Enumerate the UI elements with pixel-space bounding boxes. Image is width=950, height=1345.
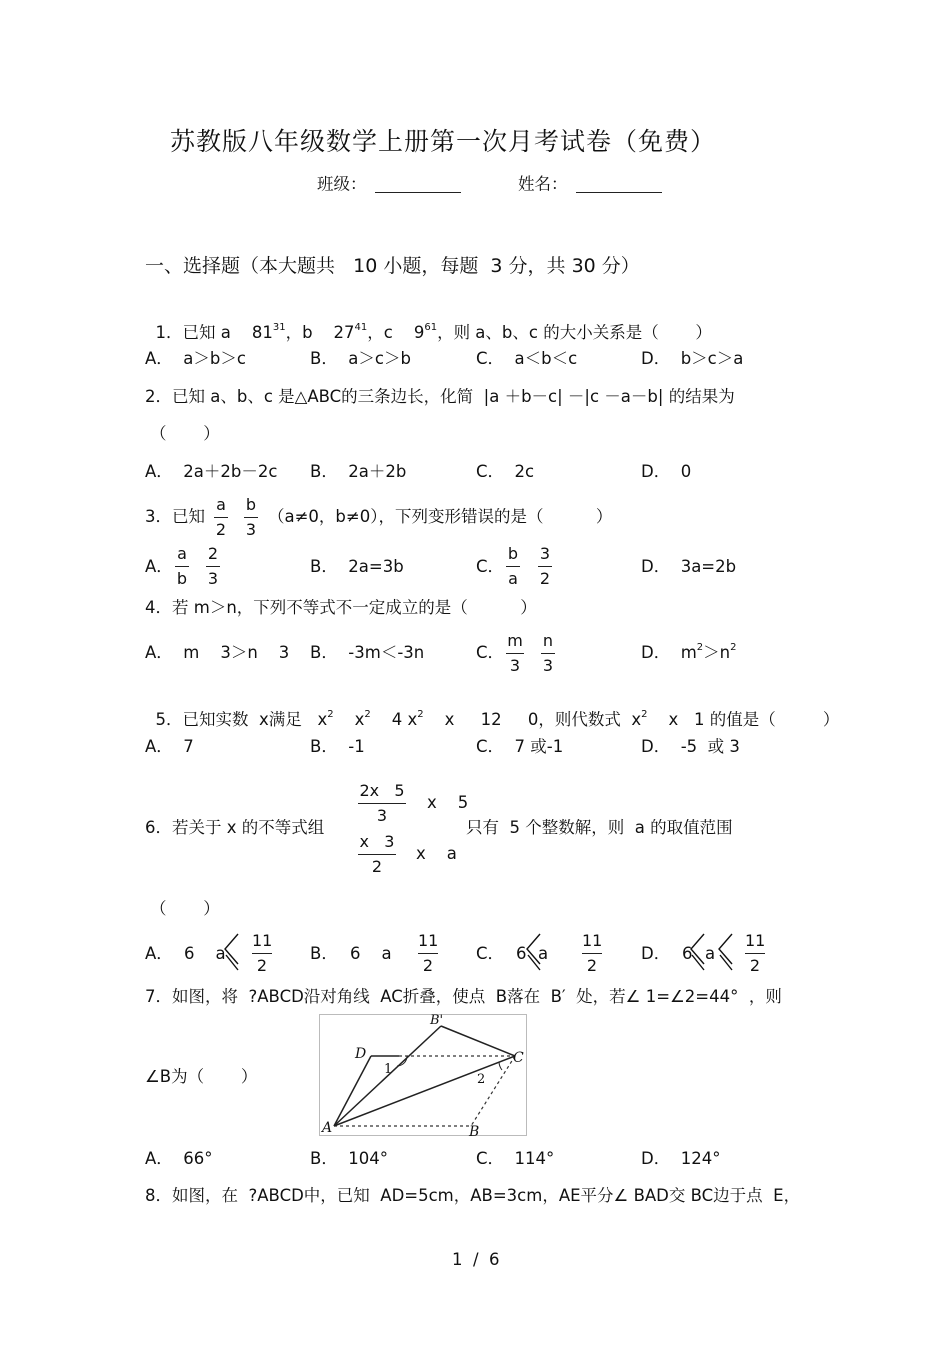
- q6-option-c-mid: a: [538, 944, 549, 963]
- q1-option-b: B． a＞c＞b: [310, 349, 411, 368]
- question-8: 8．如图，在 ?ABCD中，已知 AD=5cm，AB=3cm，AE平分∠ BAD交 BC边于点 E，: [145, 1186, 801, 1205]
- question-5: 5．已知实数 x满足 $x^2$ $x^2$ 4 $x^2$ x 12 0，则代数式 $x^2$ x 1 的值是（ ）: [155, 708, 840, 729]
- label-b: B: [469, 1124, 480, 1136]
- q4-option-d: D． $m^2>n^2$: [641, 642, 737, 662]
- question-6-label: 6．若关于 x 的不等式组: [145, 818, 325, 837]
- q1-option-c: C． a＜b＜c: [476, 349, 578, 368]
- q7-option-c: C． 114°: [476, 1149, 555, 1168]
- q4-option-c-label: C．: [476, 643, 505, 662]
- q6-option-a-pre: 6 a: [184, 944, 226, 963]
- label-b-prime: B': [430, 1014, 444, 1028]
- q2-option-c: C． 2c: [476, 462, 535, 481]
- page-number: 1 / 6: [452, 1250, 500, 1269]
- label-angle-1: 1: [384, 1062, 393, 1077]
- q4-option-c-frac2: n 3: [542, 631, 554, 675]
- label-d: D: [355, 1046, 367, 1062]
- q4-option-b: B． -3m＜-3n: [310, 643, 425, 662]
- question-2: 2．已知 a、b、c 是△ABC的三条边长，化简 |a ＋b－c| －|c －a－b| 的结果为: [145, 387, 735, 406]
- question-7: 7．如图，将 ?ABCD沿对角线 AC折叠，使点 B落在 B′ 处，若∠ 1=∠2=44° ，则: [145, 987, 782, 1006]
- question-3-label: 3．已知: [145, 507, 205, 526]
- q6-option-a-label: A．: [145, 944, 173, 963]
- q2-option-d: D． 0: [641, 462, 692, 481]
- less-equal-icon: [688, 932, 706, 972]
- q3-frac-a2: a 2: [215, 495, 227, 539]
- less-equal-icon: [716, 932, 734, 972]
- question-3-text: （a≠0，b≠0），下列变形错误的是（ ）: [268, 507, 613, 526]
- q3-option-c-label: C．: [476, 557, 505, 576]
- question-7-cont: ∠B为（ ）: [145, 1067, 258, 1086]
- q6-option-a-frac: 11 2: [252, 931, 273, 975]
- q6-option-d-mid: a: [705, 944, 716, 963]
- label-angle-2: 2: [477, 1072, 486, 1087]
- q6-option-d-label: D．: [641, 944, 671, 963]
- question-6-cont: （ ）: [150, 899, 220, 918]
- q6-option-d-pre: 6: [682, 944, 693, 963]
- parallelogram-fold-figure: [319, 1014, 527, 1136]
- q5-option-a: A． 7: [145, 737, 194, 756]
- q3-option-a-frac1: a b: [176, 544, 188, 588]
- q7-option-b: B． 104°: [310, 1149, 389, 1168]
- q6-option-b-label: B．: [310, 944, 338, 963]
- class-field: [317, 176, 461, 193]
- name-label: 姓名：: [518, 174, 568, 194]
- q5-option-b: B． -1: [310, 737, 365, 756]
- name-blank: [576, 176, 662, 193]
- q3-option-b: B． 2a=3b: [310, 557, 404, 576]
- q5-option-c: C． 7 或-1: [476, 737, 564, 756]
- page-title: 苏教版八年级数学上册第一次月考试卷（免费）: [170, 127, 717, 156]
- q3-option-d: D． 3a=2b: [641, 557, 737, 576]
- question-6-tail: 只有 5 个整数解，则 a 的取值范围: [466, 818, 733, 837]
- q6-option-c-pre: 6: [516, 944, 527, 963]
- q3-frac-b3: b 3: [245, 495, 257, 539]
- q6-option-b-pre: 6 a: [350, 944, 392, 963]
- q3-option-c-frac2: 3 2: [539, 544, 551, 588]
- class-blank: [375, 176, 461, 193]
- q6-row1-rest: x 5: [427, 793, 469, 812]
- q1-option-d: D． b＞c＞a: [641, 349, 744, 368]
- q6-option-c-label: C．: [476, 944, 505, 963]
- q4-option-c-frac1: m 3: [507, 631, 523, 675]
- q7-option-d: D． 124°: [641, 1149, 721, 1168]
- q6-option-b-frac: 11 2: [418, 931, 439, 975]
- class-label: 班级：: [317, 174, 367, 194]
- q1-option-a: A． a＞b＞c: [145, 349, 246, 368]
- q3-option-a-frac2: 2 3: [207, 544, 219, 588]
- q3-option-c-frac1: b a: [507, 544, 519, 588]
- label-a: A: [322, 1120, 333, 1136]
- q6-row2-frac: x 3 2: [359, 832, 395, 876]
- question-2-cont: （ ）: [150, 424, 220, 443]
- question-1: 1．已知 a $81^{31}$，b $27^{41}$，c $9^{61}$，则 a、b、c 的大小关系是（ ）: [155, 321, 712, 342]
- question-4: 4．若 m＞n，下列不等式不一定成立的是（ ）: [145, 598, 537, 617]
- q7-option-a: A． 66°: [145, 1149, 213, 1168]
- less-equal-icon: [222, 932, 240, 972]
- q2-option-a: A． 2a＋2b－2c: [145, 462, 278, 481]
- name-field: [518, 176, 662, 193]
- q6-row1-frac: 2x 5 3: [359, 781, 405, 825]
- q6-row2-rest: x a: [416, 844, 457, 863]
- q6-option-c-frac: 11 2: [582, 931, 603, 975]
- q6-option-d-frac: 11 2: [745, 931, 766, 975]
- q2-option-b: B． 2a＋2b: [310, 462, 407, 481]
- q3-option-a-label: A．: [145, 557, 173, 576]
- label-c: C: [513, 1050, 524, 1066]
- section-heading: 一、选择题（本大题共 10 小题，每题 3 分，共 30 分）: [145, 255, 640, 277]
- q4-option-a: A． m 3＞n 3: [145, 643, 290, 662]
- q5-option-d: D． -5 或 3: [641, 737, 740, 756]
